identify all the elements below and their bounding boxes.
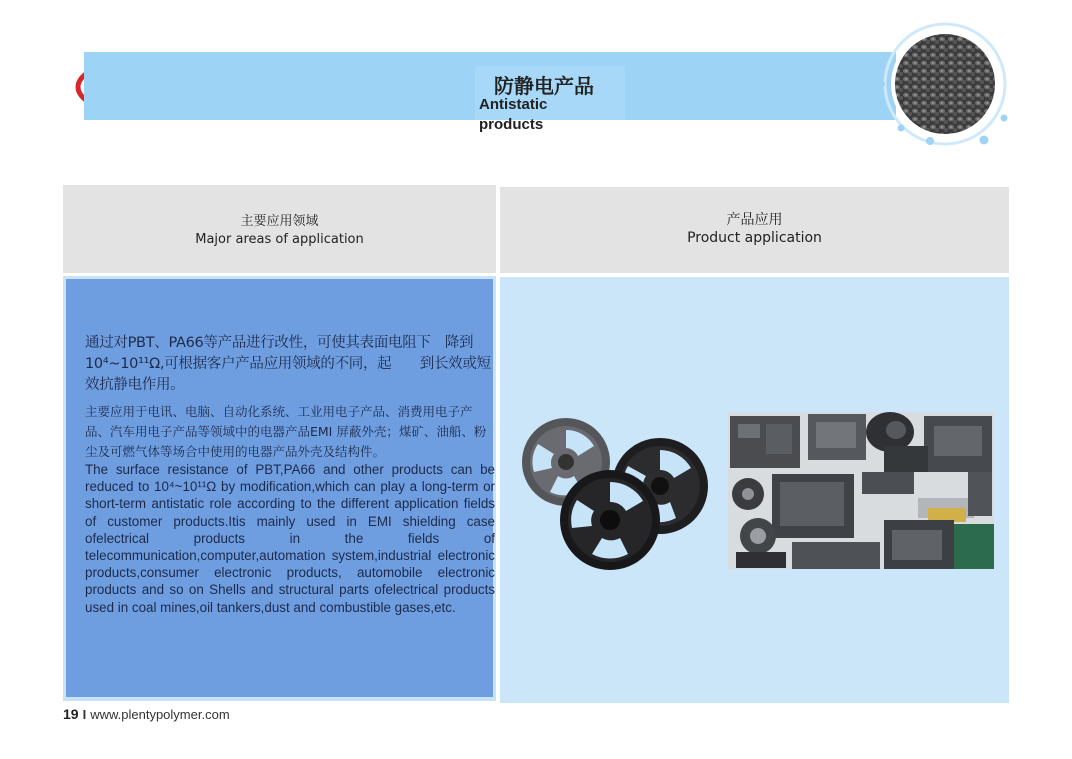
description-text: [85, 333, 495, 616]
page-title-cn: 防静电产品: [494, 74, 594, 98]
antistatic-parts-image: [728, 412, 994, 569]
header-cell-application-areas: [63, 185, 496, 273]
header-label-cn: 产品应用: [726, 212, 783, 228]
header-cell-product-application: [500, 187, 1009, 273]
black-pellets-image: [876, 20, 1014, 150]
page-title-en: Antistatic products: [479, 96, 548, 133]
footer-separator: I: [82, 707, 87, 722]
footer: [63, 706, 230, 722]
header-label-en: Major areas of application: [195, 232, 364, 247]
description-cn-body: 主要应用于电讯、电脑、自动化系统、工业用电子产品、消费用电子产品、汽车用电子产品等领域中的电器产品EMI 屏蔽外壳；煤矿、油船、粉尘及可燃气体等场合中使用的电器产品外壳及结构件。: [85, 404, 487, 459]
page-number: 19: [63, 706, 79, 722]
website-link[interactable]: www.plentypolymer.com: [90, 707, 230, 722]
header-label-cn: 主要应用领域: [240, 214, 319, 229]
header-label-en: Product application: [687, 230, 822, 246]
reel-front: [560, 470, 660, 570]
description-cn-lead: 通过对PBT、PA66等产品进行改性，可使其表面电阻下 降到10⁴~10¹¹Ω,可根据客户产品应用领域的不同，起 到长效或短效抗静电作用。: [85, 335, 491, 393]
description-en-body: The surface resistance of PBT,PA66 and other products can be reduced to 10⁴~10¹¹Ω by modification,which can play a long-term or short-term antistatic role according to the different application fields of customer products.Itis mainly used in EMI shielding case ofelectrical products in the fields of telecommunication,computer,automation system,industrial electronic products,consumer electronic products, automobile electronic products and so on Shells and structural parts ofelectrical products used in coal mines,oil tankers,dust and combustible gases,etc.: [85, 462, 495, 615]
antistatic-reels-image: [516, 416, 712, 572]
